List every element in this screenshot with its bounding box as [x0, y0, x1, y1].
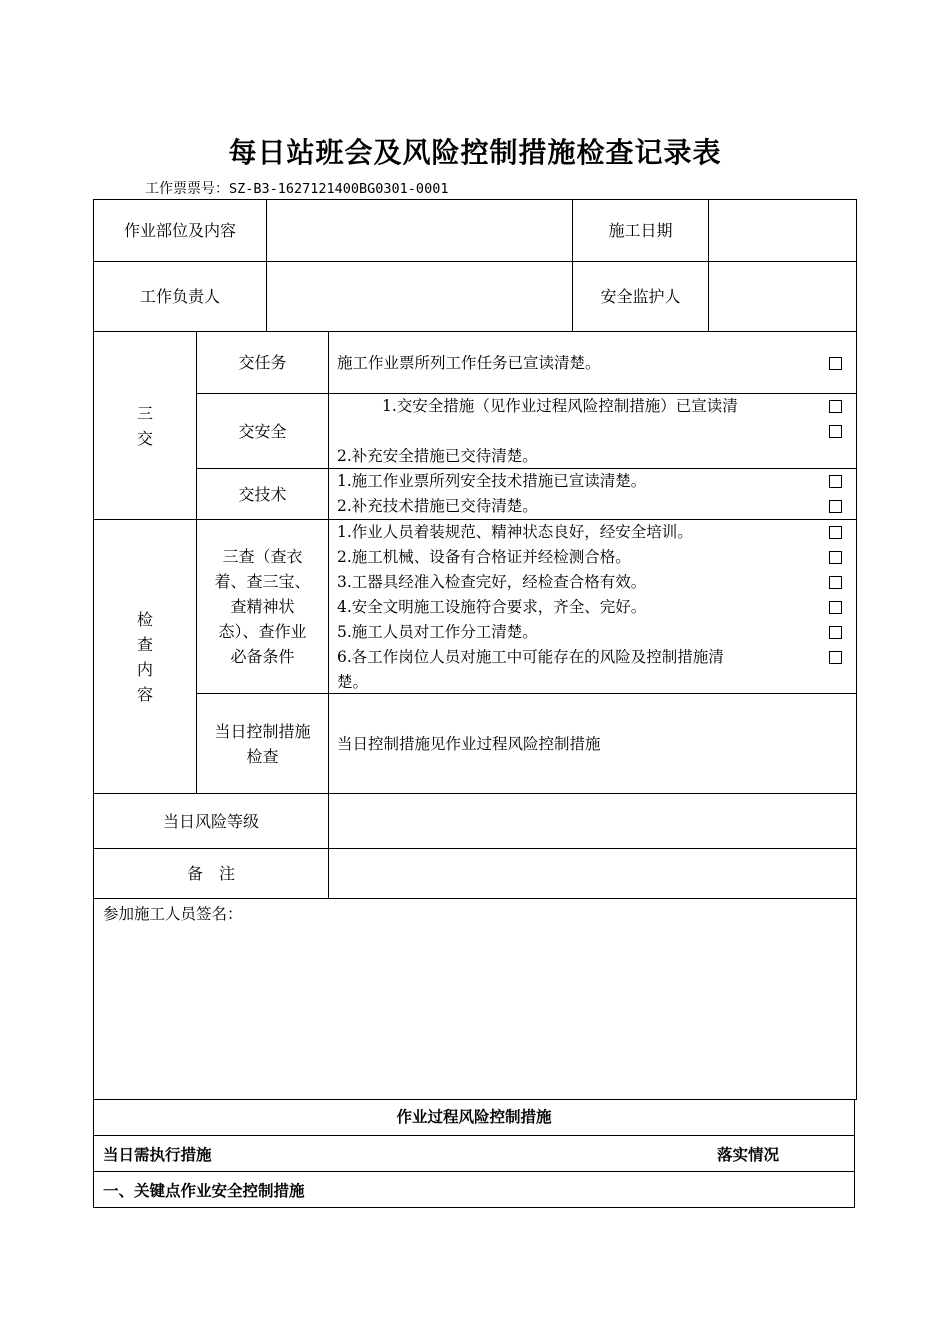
- tech-handover-label: 交技术: [238, 484, 287, 504]
- inspection-checkbox-6[interactable]: [829, 651, 842, 664]
- tech-handover-checkbox-1[interactable]: [829, 475, 842, 488]
- leader-field[interactable]: [267, 262, 572, 331]
- three-handovers-label: [94, 332, 196, 519]
- tech-handover-item-2: 2.补充技术措施已交待清楚。: [337, 497, 538, 515]
- inspection-char-2: 查: [136, 634, 153, 654]
- work-location-field[interactable]: [267, 200, 572, 261]
- tech-handover-item-1: 1.施工作业票所列安全技术措施已宣读清楚。: [337, 472, 647, 490]
- ticket-code: SZ-B3-1627121400BG0301-0001: [229, 181, 449, 197]
- inspection-checkbox-5[interactable]: [829, 626, 842, 639]
- inspection-char-1: 检: [136, 609, 153, 629]
- column-measures-header: 当日需执行措施: [103, 1146, 212, 1164]
- inspection-item-6: 6.各工作岗位人员对施工中可能存在的风险及控制措施清: [337, 648, 724, 666]
- remarks-field[interactable]: [329, 849, 856, 898]
- section-1-heading: 一、关键点作业安全控制措施: [103, 1182, 305, 1200]
- three-checks-line-2: 着、查三宝、: [214, 572, 311, 591]
- safety-handover-checkbox-2[interactable]: [829, 425, 842, 438]
- daily-control-label: [197, 694, 328, 793]
- three-checks-line-1: 三查（查衣: [222, 547, 303, 566]
- inspection-item-3: 3.工器具经准入检查完好，经检查合格有效。: [337, 573, 647, 591]
- three-checks-line-3: 查精神状: [230, 597, 295, 616]
- process-section-title: 作业过程风险控制措施: [396, 1108, 552, 1126]
- inspection-item-1: 1.作业人员着装规范、精神状态良好，经安全培训。: [337, 523, 693, 541]
- daily-control-line-1: 当日控制措施: [214, 721, 311, 741]
- inspection-checkbox-3[interactable]: [829, 576, 842, 589]
- risk-level-field[interactable]: [329, 794, 856, 848]
- inspection-checkbox-2[interactable]: [829, 551, 842, 564]
- inspection-checkbox-4[interactable]: [829, 601, 842, 614]
- three-checks-line-4: 态）、查作业: [218, 622, 307, 641]
- three-handovers-char-1: 三: [136, 403, 153, 423]
- date-field[interactable]: [709, 200, 856, 261]
- three-checks-line-5: 必备条件: [230, 647, 295, 666]
- inspection-char-4: 容: [136, 684, 153, 704]
- inspection-item-5: 5.施工人员对工作分工清楚。: [337, 623, 538, 641]
- monitor-field[interactable]: [709, 262, 856, 331]
- leader-label: 工作负责人: [139, 287, 220, 306]
- risk-level-label: 当日风险等级: [162, 811, 259, 831]
- task-handover-label: 交任务: [238, 353, 287, 372]
- daily-control-line-2: 检查: [246, 746, 279, 766]
- task-handover-checkbox[interactable]: [829, 357, 842, 370]
- date-label: 施工日期: [608, 221, 673, 240]
- ticket-number: [145, 178, 448, 198]
- signature-area[interactable]: [94, 930, 856, 1098]
- safety-handover-item-1: 1.交安全措施（见作业过程风险控制措施）已宣读清: [382, 397, 738, 415]
- daily-control-value: 当日控制措施见作业过程风险控制措施: [337, 735, 601, 753]
- three-checks-label: [197, 520, 328, 693]
- inspection-item-6-wrap: 楚。: [337, 673, 369, 691]
- monitor-label: 安全监护人: [600, 287, 681, 306]
- inspection-label: [94, 520, 196, 793]
- remarks-label: 备 注: [186, 864, 235, 883]
- three-handovers-char-2: 交: [136, 428, 153, 448]
- safety-handover-label: 交安全: [238, 421, 287, 441]
- safety-handover-item-2: 2.补充安全措施已交待清楚。: [337, 447, 538, 465]
- safety-handover-checkbox-1[interactable]: [829, 400, 842, 413]
- inspection-item-2: 2.施工机械、设备有合格证并经检测合格。: [337, 548, 631, 566]
- inspection-char-3: 内: [136, 659, 153, 679]
- signature-label: 参加施工人员签名：: [103, 905, 243, 923]
- page-title: 每日站班会及风险控制措施检查记录表: [228, 136, 722, 169]
- column-status-header: 落实情况: [717, 1146, 780, 1164]
- inspection-item-4: 4.安全文明施工设施符合要求，齐全、完好。: [337, 598, 647, 616]
- task-handover-item: 施工作业票所列工作任务已宣读清楚。: [337, 354, 601, 372]
- tech-handover-checkbox-2[interactable]: [829, 500, 842, 513]
- work-location-label: 作业部位及内容: [123, 221, 236, 240]
- inspection-checkbox-1[interactable]: [829, 526, 842, 539]
- ticket-label: 工作票票号：: [145, 181, 229, 197]
